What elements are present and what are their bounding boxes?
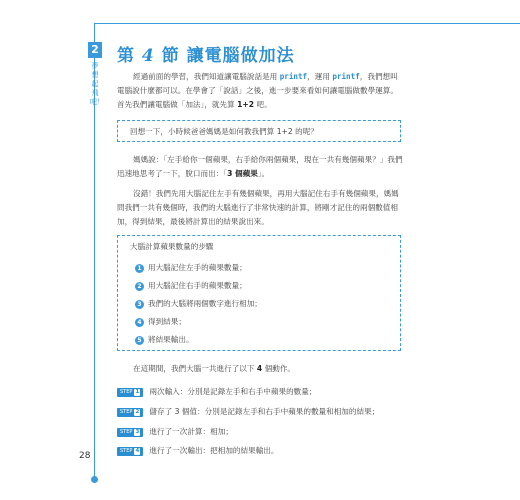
- step-badge-number: 4: [135, 447, 140, 454]
- action-step-row: [117, 445, 279, 456]
- question-text: 回想一下，小時候爸爸媽媽是如何教我們算 1+2 的呢？: [130, 127, 318, 136]
- section-suffix: 節: [161, 46, 180, 66]
- step-text: 用大腦記住左手的蘋果數量；: [148, 263, 247, 272]
- question-box: [117, 120, 401, 142]
- step-number-circle: 4: [135, 318, 144, 327]
- step-badge: [117, 408, 143, 417]
- step-text: 將結果輸出。: [148, 335, 194, 344]
- action-step-row: [117, 406, 379, 417]
- action-text: 兩次輸入：分別是記錄左手和右手中蘋果的數量；: [149, 387, 317, 396]
- step-text: 用大腦記住右手的蘋果數量；: [148, 281, 247, 290]
- action-text: 儲存了 3 個值：分別是記錄左手和右手中蘋果的數量和相加的結果；: [149, 407, 380, 416]
- step-badge-label: STEP: [120, 428, 133, 435]
- steps-list-item: [135, 298, 262, 310]
- summary-text-1: 在這期間，我們大腦一共進行了以下: [133, 364, 257, 373]
- step-number-circle: 1: [135, 264, 144, 273]
- step-badge: [117, 428, 143, 437]
- step-badge: [117, 388, 143, 397]
- step-text: 得到結果；: [148, 317, 186, 326]
- step-badge-number: 2: [135, 408, 140, 415]
- step-badge-number: 3: [135, 428, 140, 435]
- section-prefix: 第: [117, 46, 135, 66]
- action-step-row: [117, 386, 316, 397]
- frame-top-line: [94, 23, 520, 24]
- action-step-row: [117, 426, 233, 437]
- intro-text-4: 吧。: [254, 100, 272, 109]
- section-title: 讓電腦做加法: [186, 46, 295, 66]
- intro-code-2: printf: [332, 72, 360, 81]
- section-number: 4: [141, 46, 155, 66]
- action-text: 進行了一次計算：相加；: [149, 427, 233, 436]
- explain-paragraph: 沒錯！我們先用大腦記住左手有幾個蘋果，再用大腦記住右手有幾個蘋果，媽媽問我們一共有幾個時，我們的大腦進行了非常快速的計算，將剛才記住的兩個數值相加，得到結果，最後將計算出的結果說出來。: [117, 189, 399, 226]
- step-badge-number: 1: [135, 388, 140, 395]
- intro-text-2: ，運用: [307, 72, 333, 81]
- steps-list-item: [135, 334, 194, 346]
- intro-paragraph: [117, 70, 403, 112]
- steps-box-title: 大腦計算蘋果數量的步驟: [130, 242, 214, 251]
- page-number: 28: [79, 451, 91, 461]
- frame-end-dot: [91, 476, 98, 483]
- step-number-circle: 5: [135, 336, 144, 345]
- summary-text-2: 個動作。: [262, 364, 296, 373]
- step-badge-label: STEP: [120, 447, 133, 454]
- action-text: 進行了一次輸出：把相加的結果輸出。: [149, 446, 279, 455]
- step-badge: [117, 447, 143, 456]
- chapter-number: 2: [88, 42, 102, 58]
- step-badge-label: STEP: [120, 408, 133, 415]
- intro-text-3: ，我們想叫電腦說什麼都可以。在學會了「說話」之後，進一步要來看如何讓電腦做數學運算。首先我們讓電腦做「加法」，就先算: [117, 72, 398, 109]
- step-badge-label: STEP: [120, 388, 133, 395]
- mom-text-2: 」。: [257, 169, 270, 178]
- step-number-circle: 2: [135, 282, 144, 291]
- intro-text-1: 經過前面的學習，我們知道讓電腦說話是用: [133, 72, 280, 81]
- mom-text-1: 媽媽說：「左手給你一個蘋果，右手給你兩個蘋果，現在一共有幾個蘋果？」我們迅速地思考了一下，脫口而出：「: [117, 155, 403, 178]
- summary-paragraph: [117, 362, 403, 376]
- section-heading: [117, 41, 295, 66]
- steps-list-item: [135, 316, 186, 328]
- step-number-circle: 3: [135, 300, 144, 309]
- steps-list-item: [135, 280, 247, 292]
- step-text: 我們的大腦將兩個數字進行相加；: [148, 299, 262, 308]
- chapter-title: 夢想起飛吧！: [90, 62, 104, 106]
- steps-box: [117, 235, 401, 351]
- mom-bold: 3 個蘋果: [227, 169, 258, 178]
- intro-bold: 1+2: [237, 100, 255, 109]
- intro-code-1: printf: [279, 72, 308, 81]
- mom-paragraph: [117, 153, 403, 181]
- summary-bold: 4: [256, 364, 263, 373]
- steps-list-item: [135, 262, 247, 274]
